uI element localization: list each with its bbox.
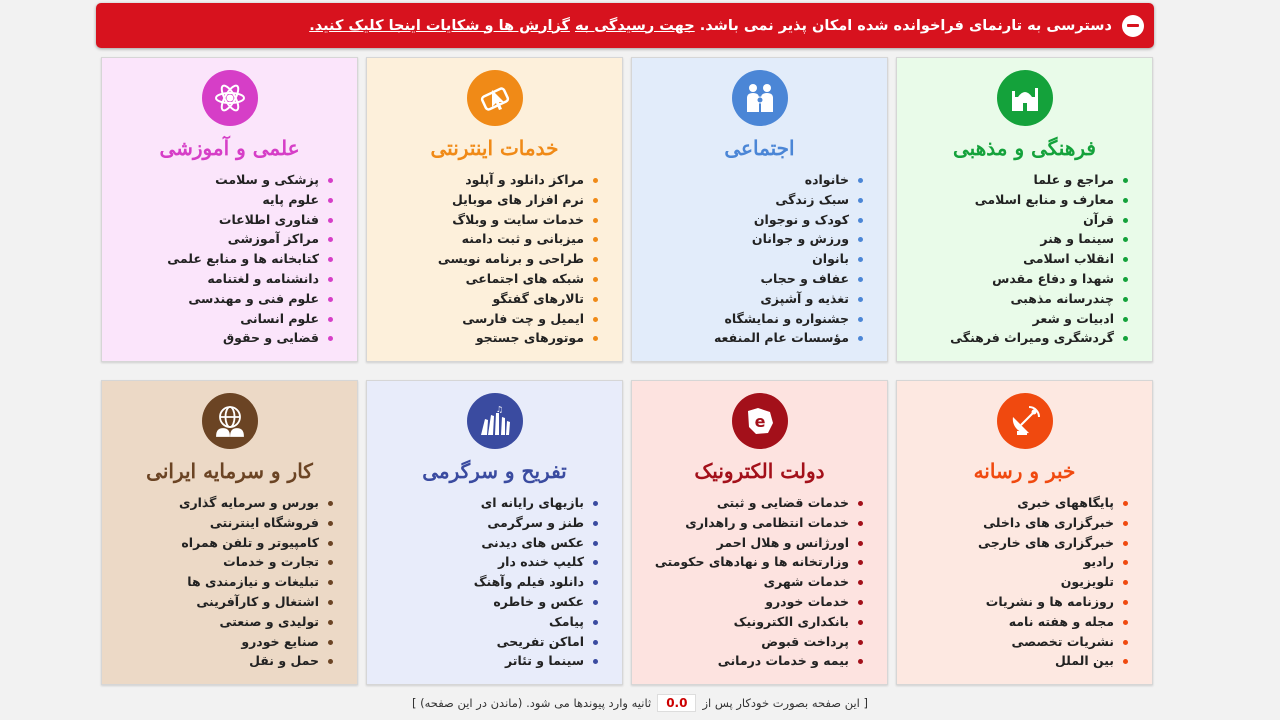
category-link[interactable]: رادیو — [897, 552, 1124, 572]
global-business-icon[interactable] — [202, 393, 258, 449]
category-title[interactable]: خبر و رسانه — [973, 459, 1076, 483]
category-card — [631, 57, 888, 362]
report-link[interactable]: جهت رسیدگی به — [574, 17, 695, 34]
category-link[interactable]: عکس های دیدنی — [367, 533, 594, 553]
category-link[interactable]: جشنواره و نمایشگاه — [632, 309, 859, 329]
category-link-list — [102, 170, 357, 348]
category-link[interactable]: دانشنامه و لغتنامه — [102, 269, 329, 289]
category-link[interactable]: خدمات خودرو — [632, 592, 859, 612]
category-link[interactable]: مراکز دانلود و آپلود — [367, 170, 594, 190]
footer-text-before: [ این صفحه بصورت خودکار پس از — [702, 696, 869, 710]
category-link[interactable]: مراجع و علما — [897, 170, 1124, 190]
category-title[interactable]: علمی و آموزشی — [159, 136, 300, 160]
category-link[interactable]: خدمات انتظامی و راهداری — [632, 513, 859, 533]
category-card — [631, 380, 888, 685]
category-title[interactable]: خدمات اینترنتی — [430, 136, 559, 160]
complaints-link[interactable]: گزارش ها و شکایات اینجا کلیک کنید. — [309, 17, 570, 34]
category-link[interactable]: کلیپ خنده دار — [367, 552, 594, 572]
category-link[interactable]: موتورهای جستجو — [367, 328, 594, 348]
category-grid — [99, 57, 1153, 685]
category-link[interactable]: تبلیغات و نیازمندی ها — [102, 572, 329, 592]
minus-circle-icon — [1122, 15, 1144, 37]
category-link[interactable]: تولیدی و صنعتی — [102, 612, 329, 632]
svg-text:♫: ♫ — [495, 405, 503, 414]
category-title[interactable]: تفریح و سرگرمی — [422, 459, 567, 483]
category-card — [896, 380, 1153, 685]
category-link[interactable]: وزارتخانه ها و نهادهای حکومتی — [632, 552, 859, 572]
category-link[interactable]: تجارت و خدمات — [102, 552, 329, 572]
category-card — [101, 57, 358, 362]
category-link[interactable]: بانکداری الکترونیک — [632, 612, 859, 632]
category-link[interactable]: مجله و هفته نامه — [897, 612, 1124, 632]
category-link[interactable]: سینما و هنر — [897, 229, 1124, 249]
category-link[interactable]: حمل و نقل — [102, 651, 329, 671]
alert-message: دسترسی به تارنمای فراخوانده شده امکان پذیر نمی باشد. — [694, 17, 1112, 34]
category-link[interactable]: اماکن تفریحی — [367, 632, 594, 652]
category-link[interactable]: فروشگاه اینترنتی — [102, 513, 329, 533]
redirect-footer — [395, 693, 885, 713]
category-link[interactable]: پرداخت قبوض — [632, 632, 859, 652]
category-link[interactable]: صنایع خودرو — [102, 632, 329, 652]
stay-on-page-link[interactable]: ثانیه وارد پیوندها می شود. (ماندن در این صفحه) ] — [412, 696, 652, 710]
satellite-dish-icon[interactable] — [997, 393, 1053, 449]
category-link[interactable]: اورژانس و هلال احمر — [632, 533, 859, 553]
category-link[interactable]: بازیهای رایانه ای — [367, 493, 594, 513]
category-link[interactable]: علوم پایه — [102, 190, 329, 210]
category-link[interactable]: اشتغال و کارآفرینی — [102, 592, 329, 612]
alert-text — [309, 18, 1112, 34]
category-link[interactable]: نشریات تخصصی — [897, 632, 1124, 652]
category-link[interactable]: بانوان — [632, 249, 859, 269]
category-link[interactable]: بورس و سرمایه گذاری — [102, 493, 329, 513]
category-link[interactable]: تلویزیون — [897, 572, 1124, 592]
category-link[interactable]: طراحی و برنامه نویسی — [367, 249, 594, 269]
family-icon[interactable] — [732, 70, 788, 126]
category-link[interactable]: مراکز آموزشی — [102, 229, 329, 249]
e-government-icon[interactable] — [732, 393, 788, 449]
category-link-list — [897, 170, 1152, 348]
category-title[interactable]: اجتماعی — [724, 136, 795, 160]
category-link[interactable]: نرم افزار های موبایل — [367, 190, 594, 210]
category-link[interactable]: سینما و تئاتر — [367, 651, 594, 671]
category-link[interactable]: کامپیوتر و تلفن همراه — [102, 533, 329, 553]
category-card — [366, 57, 623, 362]
category-link[interactable]: روزنامه ها و نشریات — [897, 592, 1124, 612]
category-link[interactable]: شبکه های اجتماعی — [367, 269, 594, 289]
category-link[interactable]: تالارهای گفتگو — [367, 289, 594, 309]
category-title[interactable]: فرهنگی و مذهبی — [953, 136, 1096, 160]
category-title[interactable]: کار و سرمایه ایرانی — [146, 459, 313, 483]
category-link[interactable]: ایمیل و چت فارسی — [367, 309, 594, 329]
category-link[interactable]: خانواده — [632, 170, 859, 190]
category-link[interactable]: چندرسانه مذهبی — [897, 289, 1124, 309]
category-link[interactable]: کتابخانه ها و منابع علمی — [102, 249, 329, 269]
cursor-tag-icon[interactable] — [467, 70, 523, 126]
category-link[interactable]: مؤسسات عام المنفعه — [632, 328, 859, 348]
category-link[interactable]: پزشکی و سلامت — [102, 170, 329, 190]
category-card — [896, 57, 1153, 362]
category-link[interactable]: علوم فنی و مهندسی — [102, 289, 329, 309]
party-hands-icon[interactable] — [467, 393, 523, 449]
countdown-value: 0.0 — [657, 694, 696, 712]
category-link[interactable]: ادبیات و شعر — [897, 309, 1124, 329]
category-link[interactable]: پایگاههای خبری — [897, 493, 1124, 513]
category-link[interactable]: فناوری اطلاعات — [102, 210, 329, 230]
category-link[interactable]: علوم انسانی — [102, 309, 329, 329]
category-link[interactable]: بیمه و خدمات درمانی — [632, 651, 859, 671]
mosque-icon[interactable] — [997, 70, 1053, 126]
category-link[interactable]: شهدا و دفاع مقدس — [897, 269, 1124, 289]
category-link[interactable]: کودک و نوجوان — [632, 210, 859, 230]
category-link[interactable]: ورزش و جوانان — [632, 229, 859, 249]
category-link[interactable]: خبرگزاری های خارجی — [897, 533, 1124, 553]
category-link-list — [632, 493, 887, 671]
category-link[interactable]: معارف و منابع اسلامی — [897, 190, 1124, 210]
category-link[interactable]: قرآن — [897, 210, 1124, 230]
category-link[interactable]: گردشگری ومیراث فرهنگی — [897, 328, 1124, 348]
category-link[interactable]: خبرگزاری های داخلی — [897, 513, 1124, 533]
category-link[interactable]: عکس و خاطره — [367, 592, 594, 612]
category-link[interactable]: قضایی و حقوق — [102, 328, 329, 348]
category-card — [366, 380, 623, 685]
category-link[interactable]: سبک زندگی — [632, 190, 859, 210]
category-title[interactable]: دولت الکترونیک — [694, 459, 825, 483]
category-link[interactable]: طنز و سرگرمی — [367, 513, 594, 533]
category-card — [101, 380, 358, 685]
category-link[interactable]: خدمات شهری — [632, 572, 859, 592]
access-denied-alert — [96, 3, 1154, 48]
category-link[interactable]: پیامک — [367, 612, 594, 632]
atom-icon[interactable] — [202, 70, 258, 126]
category-link[interactable]: عفاف و حجاب — [632, 269, 859, 289]
category-link-list — [897, 493, 1152, 671]
svg-text:e: e — [754, 412, 765, 431]
category-link[interactable]: تغذیه و آشپزی — [632, 289, 859, 309]
category-link-list — [632, 170, 887, 348]
category-link[interactable]: دانلود فیلم وآهنگ — [367, 572, 594, 592]
category-link-list — [367, 170, 622, 348]
category-link-list — [367, 493, 622, 671]
category-link[interactable]: میزبانی و ثبت دامنه — [367, 229, 594, 249]
category-link[interactable]: انقلاب اسلامی — [897, 249, 1124, 269]
category-link[interactable]: خدمات سایت و وبلاگ — [367, 210, 594, 230]
category-link[interactable]: خدمات قضایی و ثبتی — [632, 493, 859, 513]
category-link[interactable]: بین الملل — [897, 651, 1124, 671]
category-link-list — [102, 493, 357, 671]
